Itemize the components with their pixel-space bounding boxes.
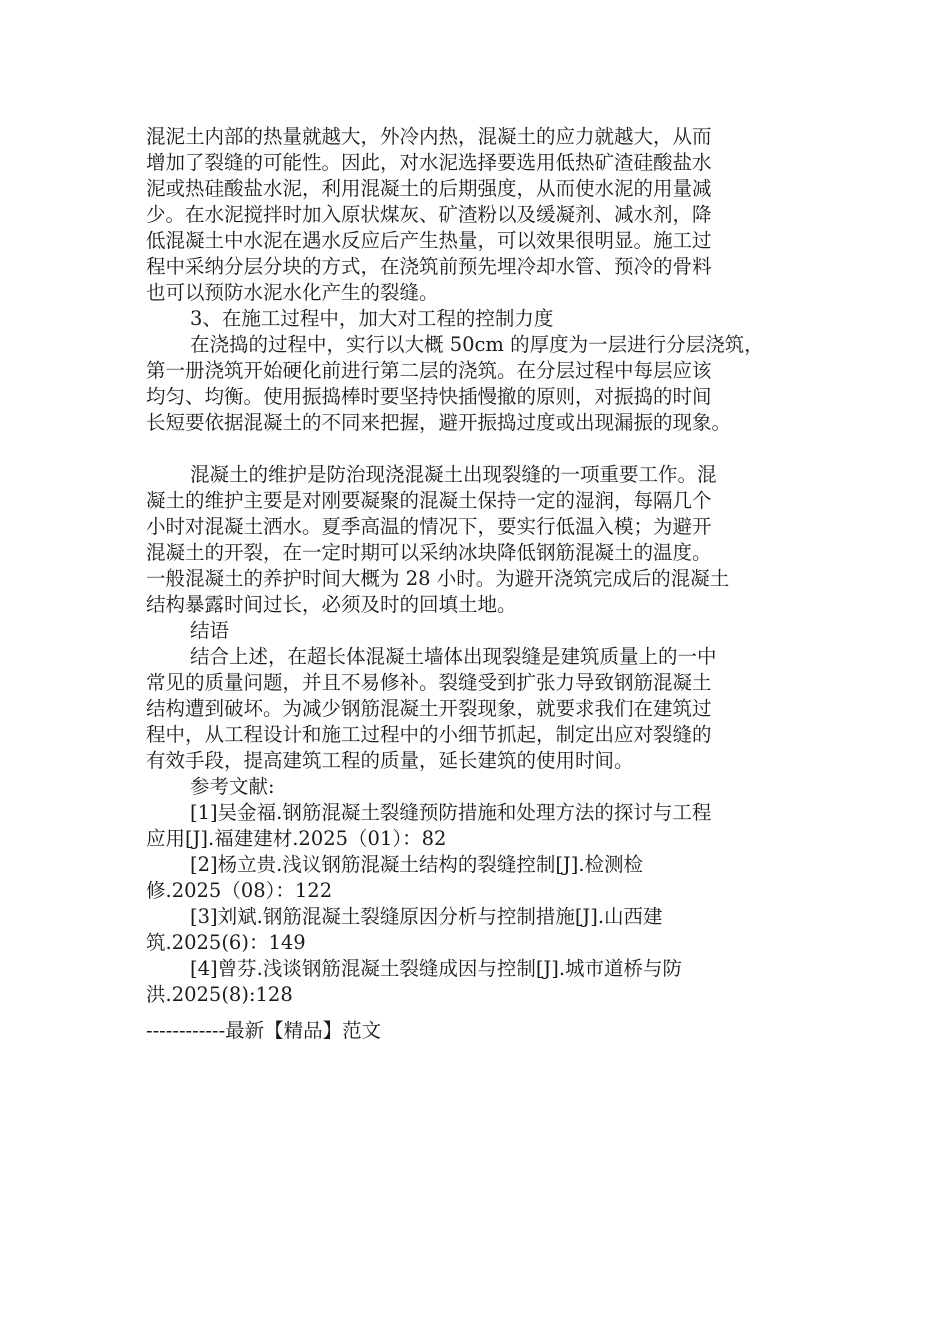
reference-line: 修.2025（08）：122: [146, 879, 333, 902]
references-heading: 参考文献:: [190, 775, 275, 798]
paragraph-line: 第一册浇筑开始硬化前进行第二层的浇筑。在分层过程中每层应该: [146, 359, 712, 382]
paragraph-line: 增加了裂缝的可能性。因此，对水泥选择要选用低热矿渣硅酸盐水: [146, 151, 712, 174]
reference-line: [2]杨立贵.浅议钢筋混凝土结构的裂缝控制[J].检测检: [190, 853, 644, 876]
paragraph-line: 小时对混凝土洒水。夏季高温的情况下，要实行低温入模；为避开: [146, 515, 712, 538]
conclusion-heading: 结语: [190, 619, 230, 642]
paragraph-line: 一般混凝土的养护时间大概为 28 小时。为避开浇筑完成后的混凝土: [146, 567, 730, 590]
paragraph-line: 泥或热硅酸盐水泥，利用混凝土的后期强度，从而使水泥的用量减: [146, 177, 712, 200]
paragraph-line: 长短要依据混凝土的不同来把握，避开振捣过度或出现漏振的现象。: [146, 411, 732, 434]
paragraph-line: 低混凝土中水泥在遇水反应后产生热量，可以效果很明显。施工过: [146, 229, 712, 252]
reference-line: [3]刘斌.钢筋混凝土裂缝原因分析与控制措施[J].山西建: [190, 905, 663, 928]
paragraph-line: 结合上述，在超长体混凝土墙体出现裂缝是建筑质量上的一中: [190, 645, 717, 668]
reference-line: 洪.2025(8):128: [146, 983, 293, 1006]
reference-line: [1]吴金福.钢筋混凝土裂缝预防措施和处理方法的探讨与工程: [190, 801, 712, 824]
reference-item: [146, 956, 806, 1008]
paragraph-line: 结构遭到破坏。为减少钢筋混凝土开裂现象，就要求我们在建筑过: [146, 697, 712, 720]
paragraph-heat-cement: [146, 124, 806, 306]
paragraph-line: 常见的质量问题，并且不易修补。裂缝受到扩张力导致钢筋混凝土: [146, 671, 712, 694]
paragraph-conclusion: [146, 644, 806, 774]
paragraph-line: 混凝土的开裂，在一定时期可以采纳冰块降低钢筋混凝土的温度。: [146, 541, 712, 564]
paragraph-pouring: [146, 332, 806, 436]
reference-line: [4]曾芬.浅谈钢筋混凝土裂缝成因与控制[J].城市道桥与防: [190, 957, 683, 980]
footer-watermark-text: ------------最新【精品】范文: [146, 1019, 382, 1042]
section-heading-3: 3、在施工过程中，加大对工程的控制力度: [190, 307, 554, 330]
blank-line: [146, 436, 806, 462]
reference-line: 应用[J].福建建材.2025（01）：82: [146, 827, 447, 850]
reference-item: [146, 852, 806, 904]
paragraph-line: 混泥土内部的热量就越大，外冷内热，混凝土的应力就越大，从而: [146, 125, 712, 148]
paragraph-line: 少。在水泥搅拌时加入原状煤灰、矿渣粉以及缓凝剂、减水剂，降: [146, 203, 712, 226]
paragraph-line: 也可以预防水泥水化产生的裂缝。: [146, 281, 439, 304]
reference-item: [146, 800, 806, 852]
paragraph-line: 有效手段，提高建筑工程的质量，延长建筑的使用时间。: [146, 749, 634, 772]
paragraph-line: 混凝土的维护是防治现浇混凝土出现裂缝的一项重要工作。混: [190, 463, 717, 486]
reference-item: [146, 904, 806, 956]
reference-list: [146, 800, 806, 1008]
paragraph-line: 程中，从工程设计和施工过程中的小细节抓起，制定出应对裂缝的: [146, 723, 712, 746]
paragraph-line: 均匀、均衡。使用振捣棒时要坚持快插慢撤的原则，对振捣的时间: [146, 385, 712, 408]
paragraph-line: 在浇捣的过程中，实行以大概 50cm 的厚度为一层进行分层浇筑，: [190, 333, 764, 356]
paragraph-line: 凝土的维护主要是对刚要凝聚的混凝土保持一定的湿润，每隔几个: [146, 489, 712, 512]
document-body: [146, 124, 806, 1008]
paragraph-curing: [146, 462, 806, 618]
reference-line: 筑.2025(6)：149: [146, 931, 306, 954]
paragraph-line: 程中采纳分层分块的方式，在浇筑前预先埋冷却水管、预冷的骨料: [146, 255, 712, 278]
paragraph-line: 结构暴露时间过长，必须及时的回填土地。: [146, 593, 517, 616]
